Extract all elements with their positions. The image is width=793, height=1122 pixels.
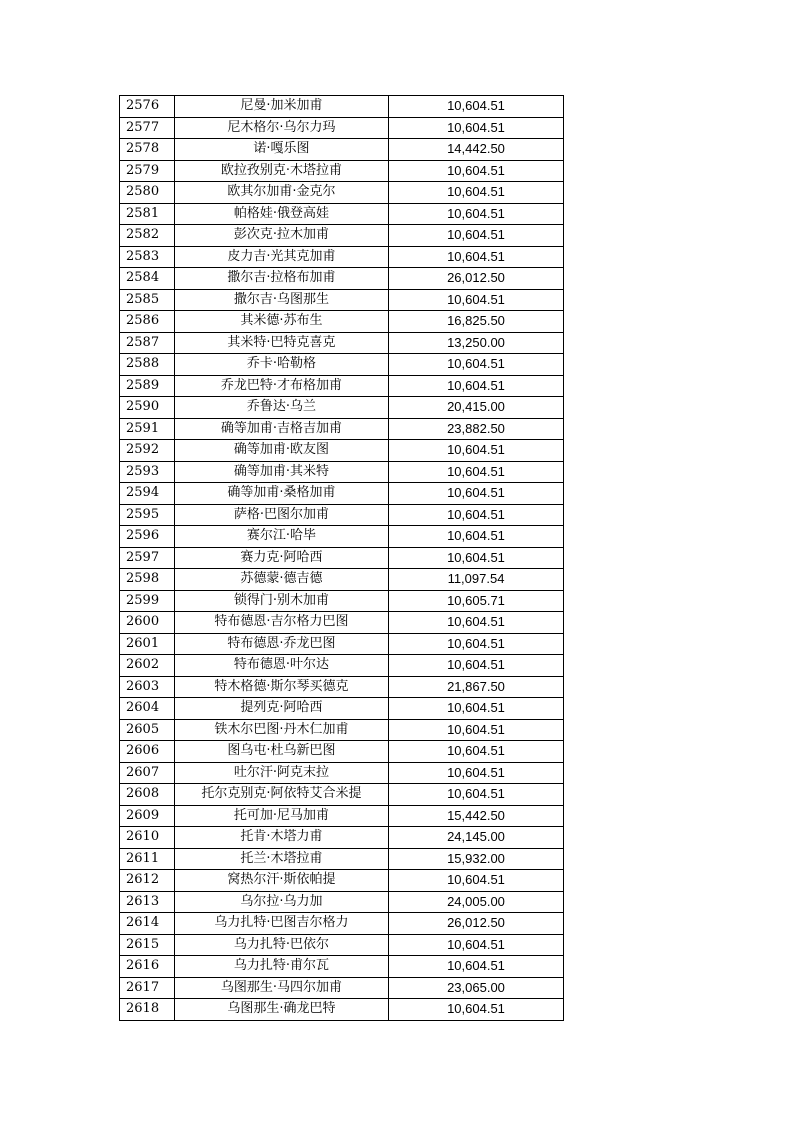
amount-cell: 10,604.51 bbox=[389, 870, 564, 892]
name-cell: 诺·嘎乐图 bbox=[175, 139, 389, 161]
table-row bbox=[120, 440, 564, 462]
amount-cell: 10,604.51 bbox=[389, 440, 564, 462]
table-row bbox=[120, 268, 564, 290]
table-row bbox=[120, 891, 564, 913]
row-number-cell: 2589 bbox=[120, 375, 175, 397]
name-cell: 确等加甫·吉格吉加甫 bbox=[175, 418, 389, 440]
row-number-cell: 2616 bbox=[120, 956, 175, 978]
amount-cell: 10,604.51 bbox=[389, 719, 564, 741]
table-row bbox=[120, 827, 564, 849]
row-number-cell: 2603 bbox=[120, 676, 175, 698]
table-row bbox=[120, 160, 564, 182]
name-cell: 乌尔拉·乌力加 bbox=[175, 891, 389, 913]
name-cell: 特布德恩·叶尔达 bbox=[175, 655, 389, 677]
amount-cell: 23,065.00 bbox=[389, 977, 564, 999]
name-cell: 赛尔江·哈毕 bbox=[175, 526, 389, 548]
name-cell: 乌图那生·确龙巴特 bbox=[175, 999, 389, 1021]
name-cell: 提列克·阿哈西 bbox=[175, 698, 389, 720]
table-row bbox=[120, 590, 564, 612]
table-row bbox=[120, 418, 564, 440]
amount-cell: 14,442.50 bbox=[389, 139, 564, 161]
name-cell: 特布德恩·乔龙巴图 bbox=[175, 633, 389, 655]
name-cell: 窝热尔汗·斯依帕提 bbox=[175, 870, 389, 892]
table-row bbox=[120, 483, 564, 505]
row-number-cell: 2583 bbox=[120, 246, 175, 268]
amount-cell: 13,250.00 bbox=[389, 332, 564, 354]
row-number-cell: 2611 bbox=[120, 848, 175, 870]
amount-cell: 10,604.51 bbox=[389, 762, 564, 784]
row-number-cell: 2612 bbox=[120, 870, 175, 892]
amount-cell: 23,882.50 bbox=[389, 418, 564, 440]
table-row bbox=[120, 977, 564, 999]
amount-cell: 10,604.51 bbox=[389, 160, 564, 182]
name-cell: 铁木尔巴图·丹木仁加甫 bbox=[175, 719, 389, 741]
amount-cell: 10,604.51 bbox=[389, 547, 564, 569]
name-cell: 确等加甫·其米特 bbox=[175, 461, 389, 483]
name-cell: 其米德·苏布生 bbox=[175, 311, 389, 333]
row-number-cell: 2615 bbox=[120, 934, 175, 956]
amount-cell: 10,604.51 bbox=[389, 483, 564, 505]
amount-cell: 10,605.71 bbox=[389, 590, 564, 612]
row-number-cell: 2604 bbox=[120, 698, 175, 720]
table-row bbox=[120, 913, 564, 935]
row-number-cell: 2597 bbox=[120, 547, 175, 569]
row-number-cell: 2576 bbox=[120, 96, 175, 118]
table-row bbox=[120, 332, 564, 354]
name-cell: 特木格德·斯尔琴买德克 bbox=[175, 676, 389, 698]
amount-cell: 10,604.51 bbox=[389, 289, 564, 311]
table-row bbox=[120, 934, 564, 956]
row-number-cell: 2588 bbox=[120, 354, 175, 376]
amount-cell: 26,012.50 bbox=[389, 268, 564, 290]
amount-cell: 26,012.50 bbox=[389, 913, 564, 935]
name-cell: 尼曼·加米加甫 bbox=[175, 96, 389, 118]
row-number-cell: 2594 bbox=[120, 483, 175, 505]
row-number-cell: 2593 bbox=[120, 461, 175, 483]
name-cell: 尼木格尔·乌尔力玛 bbox=[175, 117, 389, 139]
amount-cell: 10,604.51 bbox=[389, 354, 564, 376]
amount-cell: 10,604.51 bbox=[389, 784, 564, 806]
amount-cell: 15,442.50 bbox=[389, 805, 564, 827]
name-cell: 撒尔吉·拉格布加甫 bbox=[175, 268, 389, 290]
name-cell: 托尔克别克·阿依特艾合米提 bbox=[175, 784, 389, 806]
row-number-cell: 2586 bbox=[120, 311, 175, 333]
row-number-cell: 2602 bbox=[120, 655, 175, 677]
amount-cell: 10,604.51 bbox=[389, 461, 564, 483]
table-row bbox=[120, 246, 564, 268]
row-number-cell: 2582 bbox=[120, 225, 175, 247]
table-row bbox=[120, 741, 564, 763]
amount-cell: 10,604.51 bbox=[389, 698, 564, 720]
data-table bbox=[119, 95, 564, 1021]
table-row bbox=[120, 569, 564, 591]
row-number-cell: 2590 bbox=[120, 397, 175, 419]
amount-cell: 10,604.51 bbox=[389, 203, 564, 225]
row-number-cell: 2614 bbox=[120, 913, 175, 935]
name-cell: 确等加甫·欧友图 bbox=[175, 440, 389, 462]
row-number-cell: 2617 bbox=[120, 977, 175, 999]
row-number-cell: 2607 bbox=[120, 762, 175, 784]
table-row bbox=[120, 956, 564, 978]
table-row bbox=[120, 96, 564, 118]
amount-cell: 10,604.51 bbox=[389, 956, 564, 978]
name-cell: 锁得门·别木加甫 bbox=[175, 590, 389, 612]
name-cell: 萨格·巴图尔加甫 bbox=[175, 504, 389, 526]
row-number-cell: 2587 bbox=[120, 332, 175, 354]
table-row bbox=[120, 547, 564, 569]
table-row bbox=[120, 526, 564, 548]
amount-cell: 10,604.51 bbox=[389, 741, 564, 763]
row-number-cell: 2595 bbox=[120, 504, 175, 526]
amount-cell: 10,604.51 bbox=[389, 225, 564, 247]
table-row bbox=[120, 203, 564, 225]
name-cell: 乌图那生·马四尔加甫 bbox=[175, 977, 389, 999]
row-number-cell: 2579 bbox=[120, 160, 175, 182]
name-cell: 其米特·巴特克喜克 bbox=[175, 332, 389, 354]
amount-cell: 10,604.51 bbox=[389, 375, 564, 397]
row-number-cell: 2608 bbox=[120, 784, 175, 806]
name-cell: 皮力吉·光其克加甫 bbox=[175, 246, 389, 268]
amount-cell: 21,867.50 bbox=[389, 676, 564, 698]
amount-cell: 15,932.00 bbox=[389, 848, 564, 870]
name-cell: 乌力扎特·巴图吉尔格力 bbox=[175, 913, 389, 935]
row-number-cell: 2591 bbox=[120, 418, 175, 440]
amount-cell: 10,604.51 bbox=[389, 246, 564, 268]
table-row bbox=[120, 676, 564, 698]
table-row bbox=[120, 289, 564, 311]
name-cell: 乌力扎特·甫尔瓦 bbox=[175, 956, 389, 978]
table-row bbox=[120, 397, 564, 419]
table-row bbox=[120, 354, 564, 376]
table-row bbox=[120, 719, 564, 741]
name-cell: 苏德蒙·德吉德 bbox=[175, 569, 389, 591]
name-cell: 吐尔汗·阿克末拉 bbox=[175, 762, 389, 784]
row-number-cell: 2613 bbox=[120, 891, 175, 913]
table-row bbox=[120, 117, 564, 139]
row-number-cell: 2609 bbox=[120, 805, 175, 827]
name-cell: 图乌屯·杜乌新巴图 bbox=[175, 741, 389, 763]
table-row bbox=[120, 375, 564, 397]
table-row bbox=[120, 461, 564, 483]
row-number-cell: 2618 bbox=[120, 999, 175, 1021]
table-row bbox=[120, 762, 564, 784]
row-number-cell: 2592 bbox=[120, 440, 175, 462]
row-number-cell: 2599 bbox=[120, 590, 175, 612]
row-number-cell: 2610 bbox=[120, 827, 175, 849]
amount-cell: 24,145.00 bbox=[389, 827, 564, 849]
amount-cell: 10,604.51 bbox=[389, 526, 564, 548]
name-cell: 托兰·木塔拉甫 bbox=[175, 848, 389, 870]
table-row bbox=[120, 612, 564, 634]
amount-cell: 11,097.54 bbox=[389, 569, 564, 591]
name-cell: 特布德恩·吉尔格力巴图 bbox=[175, 612, 389, 634]
amount-cell: 10,604.51 bbox=[389, 633, 564, 655]
table-row bbox=[120, 655, 564, 677]
name-cell: 托可加·尼马加甫 bbox=[175, 805, 389, 827]
row-number-cell: 2580 bbox=[120, 182, 175, 204]
name-cell: 乌力扎特·巴依尔 bbox=[175, 934, 389, 956]
row-number-cell: 2577 bbox=[120, 117, 175, 139]
amount-cell: 16,825.50 bbox=[389, 311, 564, 333]
row-number-cell: 2585 bbox=[120, 289, 175, 311]
row-number-cell: 2601 bbox=[120, 633, 175, 655]
row-number-cell: 2600 bbox=[120, 612, 175, 634]
name-cell: 撒尔吉·乌图那生 bbox=[175, 289, 389, 311]
table-row bbox=[120, 633, 564, 655]
table-row bbox=[120, 225, 564, 247]
name-cell: 彭次克·拉木加甫 bbox=[175, 225, 389, 247]
table-row bbox=[120, 805, 564, 827]
row-number-cell: 2606 bbox=[120, 741, 175, 763]
amount-cell: 10,604.51 bbox=[389, 999, 564, 1021]
amount-cell: 10,604.51 bbox=[389, 96, 564, 118]
name-cell: 确等加甫·桑格加甫 bbox=[175, 483, 389, 505]
name-cell: 欧拉孜别克·木塔拉甫 bbox=[175, 160, 389, 182]
row-number-cell: 2584 bbox=[120, 268, 175, 290]
amount-cell: 24,005.00 bbox=[389, 891, 564, 913]
row-number-cell: 2581 bbox=[120, 203, 175, 225]
name-cell: 帕格娃·俄登高娃 bbox=[175, 203, 389, 225]
amount-cell: 10,604.51 bbox=[389, 655, 564, 677]
table-row bbox=[120, 504, 564, 526]
amount-cell: 10,604.51 bbox=[389, 182, 564, 204]
row-number-cell: 2596 bbox=[120, 526, 175, 548]
table-row bbox=[120, 870, 564, 892]
amount-cell: 10,604.51 bbox=[389, 612, 564, 634]
amount-cell: 10,604.51 bbox=[389, 117, 564, 139]
table-row bbox=[120, 848, 564, 870]
name-cell: 托肯·木塔力甫 bbox=[175, 827, 389, 849]
table-row bbox=[120, 698, 564, 720]
name-cell: 乔卡·哈勒格 bbox=[175, 354, 389, 376]
amount-cell: 10,604.51 bbox=[389, 504, 564, 526]
name-cell: 欧其尔加甫·金克尔 bbox=[175, 182, 389, 204]
amount-cell: 20,415.00 bbox=[389, 397, 564, 419]
row-number-cell: 2598 bbox=[120, 569, 175, 591]
row-number-cell: 2578 bbox=[120, 139, 175, 161]
name-cell: 乔龙巴特·才布格加甫 bbox=[175, 375, 389, 397]
table-body bbox=[120, 96, 564, 1021]
name-cell: 赛力克·阿哈西 bbox=[175, 547, 389, 569]
table-row bbox=[120, 139, 564, 161]
table-row bbox=[120, 311, 564, 333]
table-row bbox=[120, 784, 564, 806]
amount-cell: 10,604.51 bbox=[389, 934, 564, 956]
name-cell: 乔鲁达·乌兰 bbox=[175, 397, 389, 419]
row-number-cell: 2605 bbox=[120, 719, 175, 741]
table-row bbox=[120, 999, 564, 1021]
table-row bbox=[120, 182, 564, 204]
